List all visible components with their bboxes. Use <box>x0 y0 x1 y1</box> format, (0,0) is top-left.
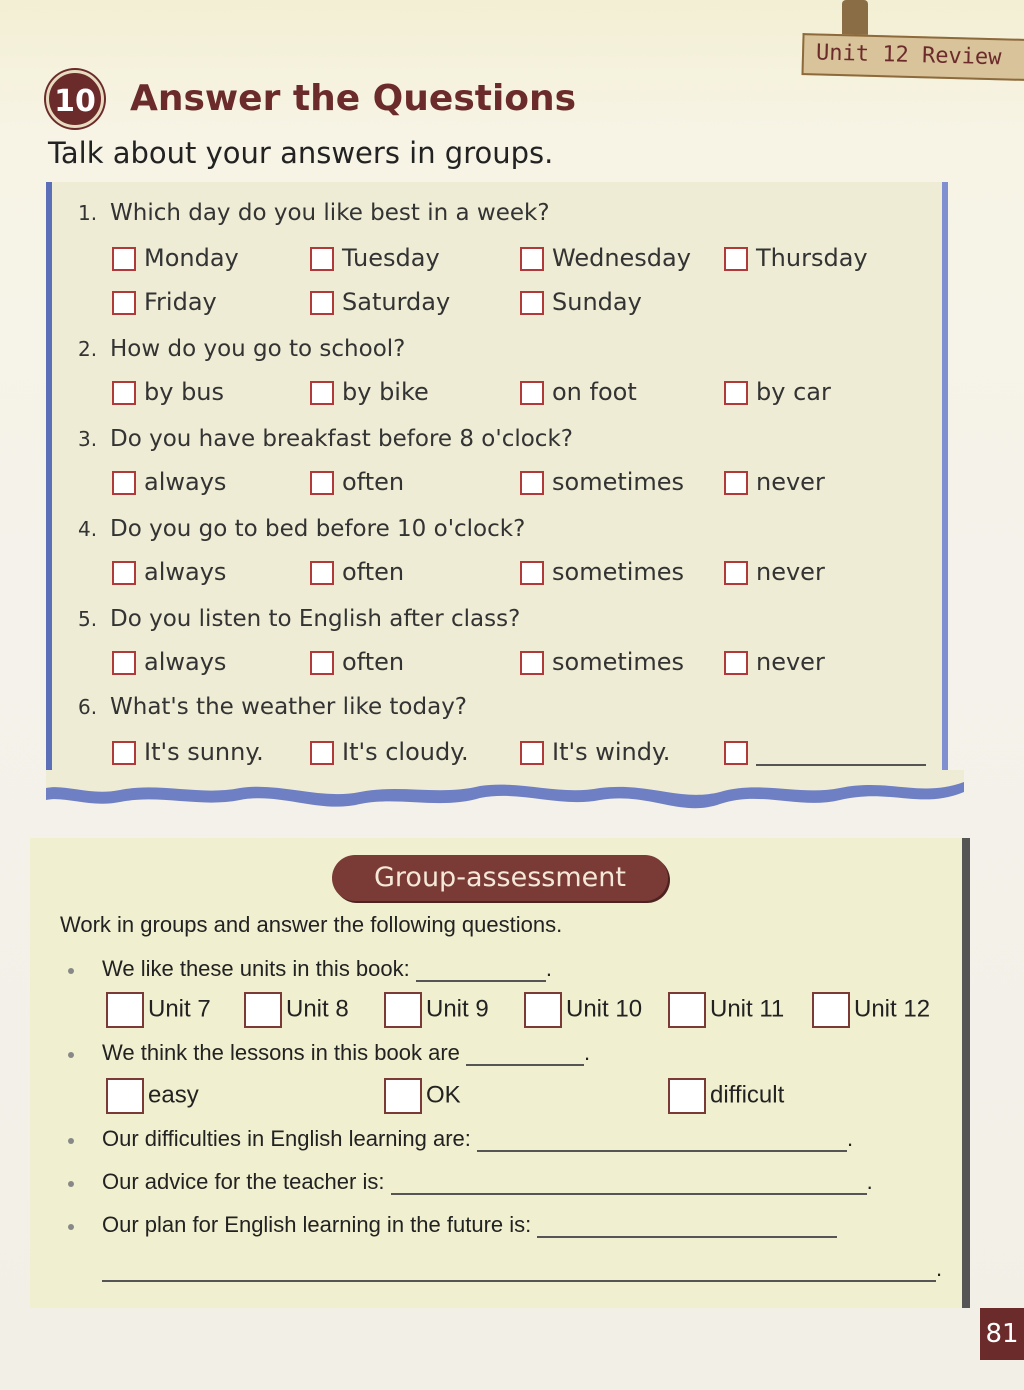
answer-blank[interactable] <box>391 1171 867 1195</box>
checkbox[interactable] <box>520 471 544 495</box>
option-q1-monday[interactable]: Monday <box>112 244 239 274</box>
checkbox[interactable] <box>520 741 544 765</box>
checkbox[interactable] <box>112 741 136 765</box>
statement-advice: Our advice for the teacher is: . <box>102 1169 873 1194</box>
option-unit-10[interactable]: Unit 10 <box>524 992 642 1028</box>
checkbox[interactable] <box>812 992 850 1028</box>
option-q3-never[interactable]: never <box>724 468 825 498</box>
checkbox[interactable] <box>520 291 544 315</box>
option-q4-never[interactable]: never <box>724 558 825 588</box>
option-unit-7[interactable]: Unit 7 <box>106 992 211 1028</box>
question-5: 5. Do you listen to English after class? <box>78 606 521 632</box>
checkbox[interactable] <box>520 381 544 405</box>
checkbox[interactable] <box>106 1078 144 1114</box>
option-easy[interactable]: easy <box>106 1078 199 1114</box>
option-q4-often[interactable]: often <box>310 558 404 588</box>
option-q5-often[interactable]: often <box>310 648 404 678</box>
section-number-badge: 10 <box>46 70 104 128</box>
checkbox[interactable] <box>668 992 706 1028</box>
answer-blank[interactable] <box>102 1258 936 1282</box>
statement-plan-continued: . <box>102 1256 942 1282</box>
statement-difficulties: Our difficulties in English learning are: . <box>102 1126 854 1151</box>
option-q3-always[interactable]: always <box>112 468 226 498</box>
bullet-icon <box>68 1138 74 1144</box>
answer-blank[interactable] <box>466 1042 584 1066</box>
option-q3-often[interactable]: often <box>310 468 404 498</box>
answer-blank[interactable] <box>537 1214 837 1238</box>
bullet-icon <box>68 968 74 974</box>
option-q6-windy[interactable]: It's windy. <box>520 738 670 768</box>
checkbox[interactable] <box>724 651 748 675</box>
checkbox[interactable] <box>310 291 334 315</box>
option-q5-never[interactable]: never <box>724 648 825 678</box>
option-q5-always[interactable]: always <box>112 648 226 678</box>
option-q3-sometimes[interactable]: sometimes <box>520 468 684 498</box>
option-q4-always[interactable]: always <box>112 558 226 588</box>
option-ok[interactable]: OK <box>384 1078 461 1114</box>
bullet-icon <box>68 1052 74 1058</box>
option-difficult[interactable]: difficult <box>668 1078 784 1114</box>
question-4: 4. Do you go to bed before 10 o'clock? <box>78 516 526 542</box>
answer-blank[interactable] <box>416 958 546 982</box>
checkbox[interactable] <box>112 381 136 405</box>
option-q6-sunny[interactable]: It's sunny. <box>112 738 264 768</box>
option-q1-wednesday[interactable]: Wednesday <box>520 244 691 274</box>
checkbox[interactable] <box>112 247 136 271</box>
question-1: 1. Which day do you like best in a week? <box>78 200 550 226</box>
checkbox[interactable] <box>384 992 422 1028</box>
option-q2-on-foot[interactable]: on foot <box>520 378 637 408</box>
checkbox[interactable] <box>112 651 136 675</box>
checkbox[interactable] <box>384 1078 422 1114</box>
unit-tab: Unit 12 Review <box>801 33 1024 81</box>
checkbox[interactable] <box>524 992 562 1028</box>
checkbox[interactable] <box>310 651 334 675</box>
checkbox[interactable] <box>724 471 748 495</box>
checkbox[interactable] <box>668 1078 706 1114</box>
answer-blank[interactable] <box>756 738 926 766</box>
answer-blank[interactable] <box>477 1128 847 1152</box>
option-q2-by-car[interactable]: by car <box>724 378 831 408</box>
signpost <box>842 0 868 38</box>
group-assessment-badge: Group-assessment <box>332 855 668 901</box>
checkbox[interactable] <box>520 651 544 675</box>
page-number: 81 <box>980 1308 1024 1360</box>
instruction-text: Talk about your answers in groups. <box>48 136 554 170</box>
checkbox[interactable] <box>310 247 334 271</box>
checkbox[interactable] <box>106 992 144 1028</box>
option-q1-saturday[interactable]: Saturday <box>310 288 450 318</box>
option-q1-tuesday[interactable]: Tuesday <box>310 244 440 274</box>
group-assessment-intro: Work in groups and answer the following questions. <box>60 912 563 937</box>
option-q1-thursday[interactable]: Thursday <box>724 244 868 274</box>
checkbox[interactable] <box>310 741 334 765</box>
option-unit-11[interactable]: Unit 11 <box>668 992 784 1028</box>
option-unit-9[interactable]: Unit 9 <box>384 992 489 1028</box>
statement-plan: Our plan for English learning in the future is: <box>102 1212 837 1238</box>
statement-units: We like these units in this book: . <box>102 956 553 981</box>
checkbox[interactable] <box>724 561 748 585</box>
option-q2-by-bus[interactable]: by bus <box>112 378 224 408</box>
question-3: 3. Do you have breakfast before 8 o'clock? <box>78 426 573 452</box>
checkbox[interactable] <box>310 471 334 495</box>
option-q2-by-bike[interactable]: by bike <box>310 378 429 408</box>
question-6: 6. What's the weather like today? <box>78 694 468 720</box>
checkbox[interactable] <box>244 992 282 1028</box>
option-q6-other[interactable] <box>724 738 926 768</box>
checkbox[interactable] <box>520 247 544 271</box>
section-title: Answer the Questions <box>130 78 577 119</box>
question-2: 2. How do you go to school? <box>78 336 406 362</box>
option-q6-cloudy[interactable]: It's cloudy. <box>310 738 469 768</box>
checkbox[interactable] <box>724 741 748 765</box>
torn-paper-edge <box>40 770 970 830</box>
bullet-icon <box>68 1181 74 1187</box>
option-q4-sometimes[interactable]: sometimes <box>520 558 684 588</box>
checkbox[interactable] <box>112 561 136 585</box>
checkbox[interactable] <box>724 381 748 405</box>
option-unit-8[interactable]: Unit 8 <box>244 992 349 1028</box>
option-q1-sunday[interactable]: Sunday <box>520 288 642 318</box>
option-q5-sometimes[interactable]: sometimes <box>520 648 684 678</box>
bullet-icon <box>68 1224 74 1230</box>
statement-lessons: We think the lessons in this book are . <box>102 1040 591 1065</box>
checkbox[interactable] <box>112 291 136 315</box>
checkbox[interactable] <box>310 381 334 405</box>
checkbox[interactable] <box>520 561 544 585</box>
option-q1-friday[interactable]: Friday <box>112 288 217 318</box>
checkbox[interactable] <box>310 561 334 585</box>
checkbox[interactable] <box>724 247 748 271</box>
option-unit-12[interactable]: Unit 12 <box>812 992 930 1028</box>
checkbox[interactable] <box>112 471 136 495</box>
